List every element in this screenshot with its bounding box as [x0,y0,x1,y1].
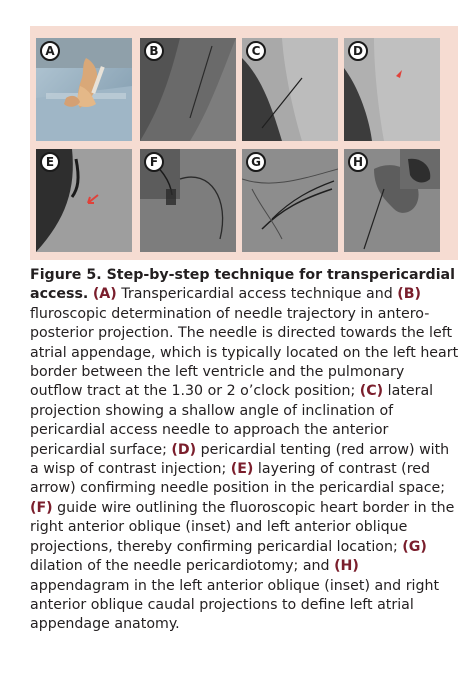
caption-text-e: layering of contrast (red arrow) confirming needle position in the pericardial space; [30,461,446,497]
panel-label-h: H [348,152,368,172]
panel-label-f: F [144,152,164,172]
panel-d [344,38,440,141]
panel-label-b: B [144,41,164,61]
panel-b [140,38,236,141]
caption-key-g: (G) [402,538,427,555]
caption-text-f: guide wire outlining the fluoroscopic heart border in the right anterior oblique (inset) and left anterior oblique projections, thereby confirming pericardial location; [30,499,455,555]
figure-panel [30,26,458,260]
panel-e [36,149,132,252]
caption-text-b: fluroscopic determination of needle trajectory in antero-posterior projection. The needle is directed towards the left atrial appendage, which is typically located on the left heart border between the left ventricle and the pulmonary outflow tract at the 1.30 or 2 o’clock position; [30,305,459,400]
panel-a [36,38,132,141]
caption-key-b: (B) [397,286,422,303]
panel-label-d: D [348,41,368,61]
caption-key-e: (E) [230,461,254,478]
caption-key-c: (C) [359,383,384,400]
caption-key-d: (D) [171,441,197,458]
figure-caption [30,266,460,635]
panel-label-e: E [40,152,60,172]
caption-text-a: Transpericardial access technique and [116,286,398,303]
panel-label-c: C [246,41,266,61]
panel-c [242,38,338,141]
panel-label-a: A [40,41,60,61]
caption-text-h: appendagram in the left anterior oblique (inset) and right anterior oblique caudal projections to define left atrial appendage anatomy. [30,577,440,633]
panel-g [242,149,338,252]
caption-text-c: lateral projection showing a shallow angle of inclination of pericardial access needle to approach the anterior pericardial surface; [30,383,434,458]
caption-key-a: (A) [92,286,117,303]
caption-title: Figure 5. Step-by-step technique for transpericardial access. [30,267,455,303]
panel-h [344,149,440,252]
caption-text-g: dilation of the needle pericardiotomy; and [30,558,335,575]
panel-label-g: G [246,152,266,172]
panel-f [140,149,236,252]
caption-key-h: (H) [334,558,359,575]
caption-text-d: pericardial tenting (red arrow) with a wisp of contrast injection; [30,441,450,478]
caption-key-f: (F) [30,499,53,516]
